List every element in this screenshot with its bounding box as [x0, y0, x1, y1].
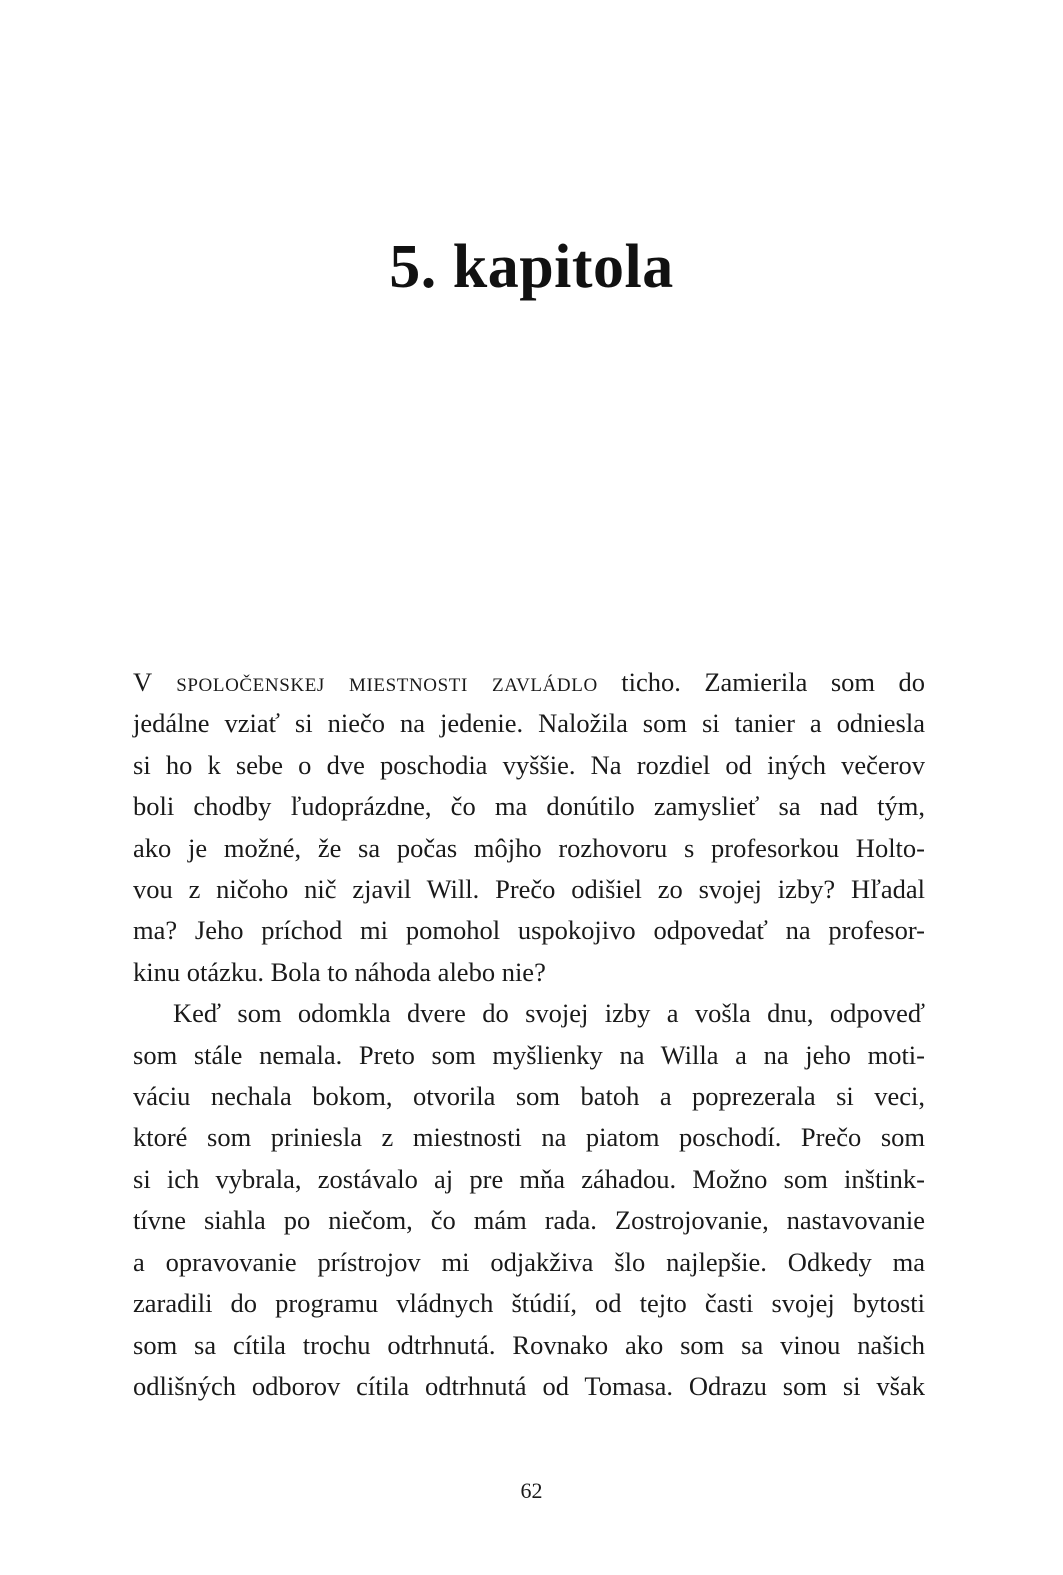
paragraph-1: [133, 662, 925, 993]
text-line: som sa cítila trochu odtrhnutá. Rovnako ako som sa vinou našich: [133, 1329, 925, 1360]
text-line: ktoré som priniesla z miestnosti na piatom poschodí. Prečo som: [133, 1122, 925, 1153]
text-line: vou z ničoho nič zjavil Will. Prečo odišiel zo svojej izby? Hľadal: [133, 874, 925, 905]
text-line: Keď som odomkla dvere do svojej izby a vošla dnu, odpoveď: [173, 998, 925, 1029]
text-line: ma? Jeho príchod mi pomohol uspokojivo odpovedať na profesor-: [133, 915, 925, 946]
text-line: som stále nemala. Preto som myšlienky na Willa a na jeho moti-: [133, 1039, 925, 1070]
text-line: a opravovanie prístrojov mi odjakživa šlo najlepšie. Odkedy ma: [133, 1246, 925, 1277]
body-text: [133, 662, 925, 1407]
text-line: boli chodby ľudoprázdne, čo ma donútilo zamyslieť sa nad tým,: [133, 791, 925, 822]
text-line: váciu nechala bokom, otvorila som batoh a poprezerala si veci,: [133, 1081, 925, 1112]
text-line: tívne siahla po niečom, čo mám rada. Zostrojovanie, nastavovanie: [133, 1205, 925, 1236]
text-line: V spoločenskej miestnosti zavládlo ticho. Zamierila som do: [133, 667, 925, 697]
text-line: zaradili do programu vládnych štúdií, od tejto časti svojej bytosti: [133, 1288, 925, 1319]
lead-smallcaps: spoločenskej miestnosti zavládlo: [152, 667, 598, 697]
text-line: ako je možné, že sa počas môjho rozhovoru s profesorkou Holto-: [133, 832, 925, 863]
chapter-title: 5. kapitola: [389, 233, 674, 301]
page-number: 62: [520, 1478, 543, 1503]
text-line: odlišných odborov cítila odtrhnutá od Tomasa. Odrazu som si však: [133, 1370, 925, 1401]
text-line: si ho k sebe o dve poschodia vyššie. Na rozdiel od iných večerov: [133, 749, 925, 780]
paragraph-2: [133, 993, 925, 1407]
lead-letter: V: [133, 667, 153, 697]
text-line: si ich vybrala, zostávalo aj pre mňa záhadou. Možno som inštink-: [133, 1163, 925, 1194]
text-line: jedálne vziať si niečo na jedenie. Naložila som si tanier a odniesla: [133, 708, 925, 739]
text-line: kinu otázku. Bola to náhoda alebo nie?: [133, 956, 546, 987]
